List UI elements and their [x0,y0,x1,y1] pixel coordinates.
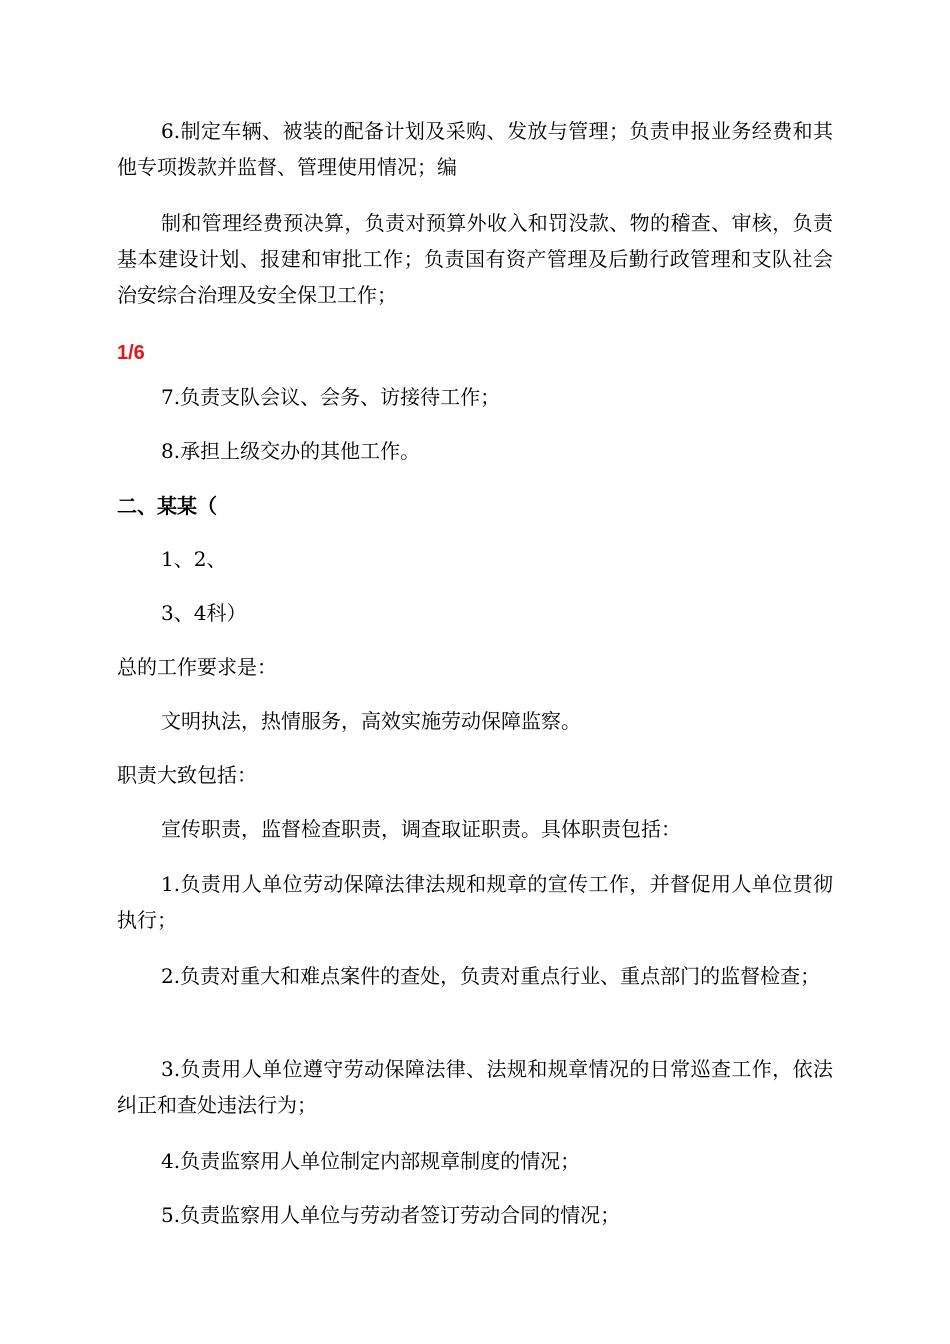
duties-summary: 宣传职责，监督检查职责，调查取证职责。具体职责包括： [161,817,681,841]
paragraph-duty-4: 4.负责监察用人单位制定内部规章制度的情况； [161,1149,581,1173]
general-requirement-label: 总的工作要求是： [117,655,277,679]
paragraph-sub-3-4: 3、4科） [161,601,247,625]
duties-label: 职责大致包括： [117,763,257,787]
paragraph-item-6-part-1: 6.制定车辆、被装的配备计划及采购、发放与管理；负责申报业务经费和其他专项拨款并监督、管理使用情况；编 [117,119,833,179]
paragraph-sub-1-2: 1、2、 [161,547,227,571]
section-heading: 二、某某（ [117,494,217,518]
paragraph-duty-2: 2.负责对重大和难点案件的查处，负责对重点行业、重点部门的监督检查； [161,964,821,988]
paragraph-duty-3: 3.负责用人单位遵守劳动保障法律、法规和规章情况的日常巡查工作，依法纠正和查处违法行为； [117,1057,833,1117]
paragraph-duty-5: 5.负责监察用人单位与劳动者签订劳动合同的情况； [161,1203,621,1227]
paragraph-item-8: 8.承担上级交办的其他工作。 [161,439,421,463]
paragraph-duty-1: 1.负责用人单位劳动保障法律法规和规章的宣传工作，并督促用人单位贯彻执行； [117,872,833,932]
paragraph-item-7: 7.负责支队会议、会务、访接待工作； [161,385,501,409]
page-indicator: 1/6 [117,342,145,364]
general-requirement-text: 文明执法，热情服务，高效实施劳动保障监察。 [161,709,581,733]
paragraph-item-6-part-2: 制和管理经费预决算，负责对预算外收入和罚没款、物的稽查、审核，负责基本建设计划、报建和审批工作；负责国有资产管理及后勤行政管理和支队社会治安综合治理及安全保卫工作； [117,211,833,307]
